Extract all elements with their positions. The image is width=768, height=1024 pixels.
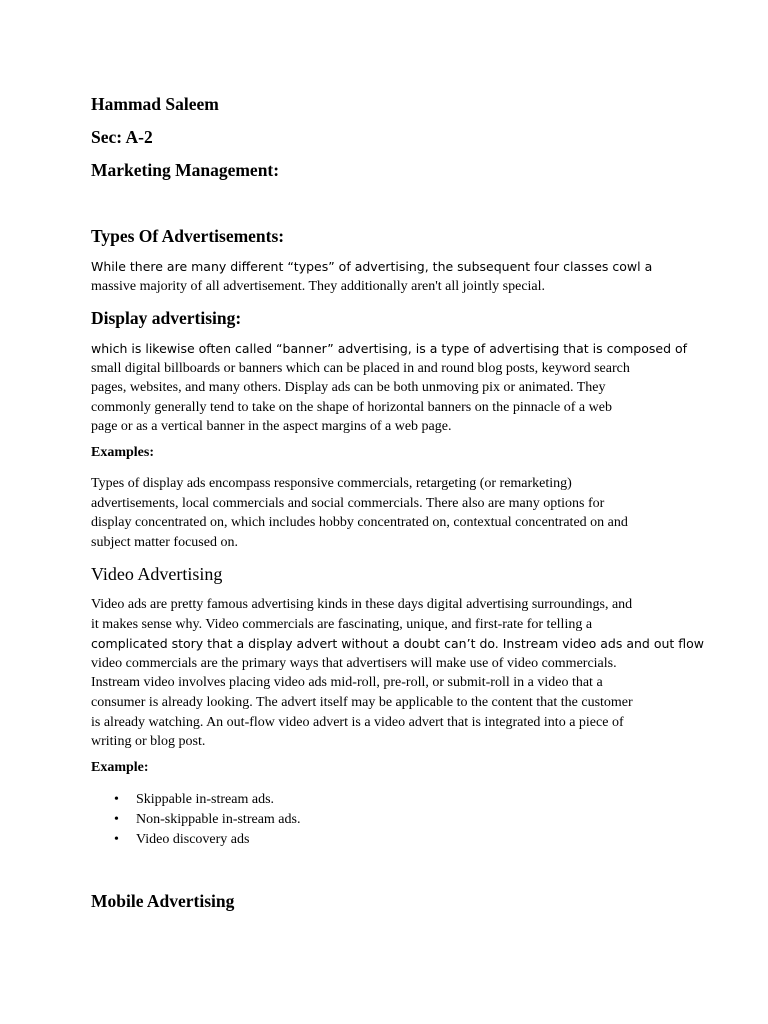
list-item-text: Video discovery ads: [136, 832, 250, 847]
display-example-line: Types of display ads encompass responsive commercials, retargeting (or remarketing): [91, 476, 572, 491]
list-item: [91, 830, 300, 850]
video-line: video commercials are the primary ways that advertisers will make use of video commercials.: [91, 655, 617, 671]
section-label: Sec: A-2: [91, 127, 153, 147]
author-name: Hammad Saleem: [91, 94, 219, 114]
video-line: complicated story that a display advert without a doubt can’t do. Instream video ads and out flow: [91, 636, 705, 652]
video-line: Video ads are pretty famous advertising kinds in these days digital advertising surroundings, and: [91, 597, 633, 612]
display-example-line: subject matter focused on.: [91, 534, 238, 550]
video-paragraph: [91, 595, 705, 752]
bullet-icon: •: [114, 832, 119, 847]
types-heading: Types Of Advertisements:: [91, 226, 285, 246]
video-line: is already watching. An out-flow video advert is a video advert that is integrated into a piece of: [91, 714, 624, 730]
video-line: Instream video involves placing video ads mid-roll, pre-roll, or submit-roll in a video that a: [91, 675, 603, 691]
video-line: it makes sense why. Video commercials are fascinating, unique, and first-rate for telling a: [91, 616, 593, 632]
list-item-text: Non-skippable in-stream ads.: [136, 812, 301, 827]
display-line: pages, websites, and many others. Display ads can be both unmoving pix or animated. They: [91, 380, 606, 396]
video-line: writing or blog post.: [91, 734, 206, 750]
display-line: page or as a vertical banner in the aspect margins of a web page.: [91, 419, 452, 435]
intro-line: While there are many different “types” of advertising, the subsequent four classes cowl a: [91, 259, 653, 274]
course-title: Marketing Management:: [91, 160, 280, 180]
display-line: which is likewise often called “banner” advertising, is a type of advertising that is composed of: [91, 341, 688, 356]
display-examples-label: Examples:: [91, 445, 154, 460]
video-example-label: Example:: [91, 760, 149, 775]
list-item: [91, 790, 300, 810]
video-line: consumer is already looking. The advert itself may be applicable to the content that the customer: [91, 694, 633, 710]
bullet-icon: •: [114, 792, 119, 807]
intro-paragraph: [91, 257, 691, 296]
display-heading: Display advertising:: [91, 308, 242, 328]
display-example-line: display concentrated on, which includes hobby concentrated on, contextual concentrated on and: [91, 515, 628, 531]
video-examples-list: [91, 790, 300, 850]
list-item-text: Skippable in-stream ads.: [136, 792, 275, 807]
display-example-line: advertisements, local commercials and social commercials. There also are many options for: [91, 495, 605, 511]
display-examples-paragraph: [91, 474, 691, 552]
intro-line: massive majority of all advertisement. They additionally aren't all jointly special.: [91, 278, 546, 294]
bullet-icon: •: [114, 812, 119, 827]
display-line: commonly generally tend to take on the shape of horizontal banners on the pinnacle of a web: [91, 399, 612, 415]
video-heading: Video Advertising: [91, 564, 223, 584]
mobile-heading: Mobile Advertising: [91, 891, 235, 911]
display-paragraph: [91, 339, 691, 437]
display-line: small digital billboards or banners which can be placed in and round blog posts, keyword search: [91, 360, 630, 376]
list-item: [91, 810, 300, 830]
